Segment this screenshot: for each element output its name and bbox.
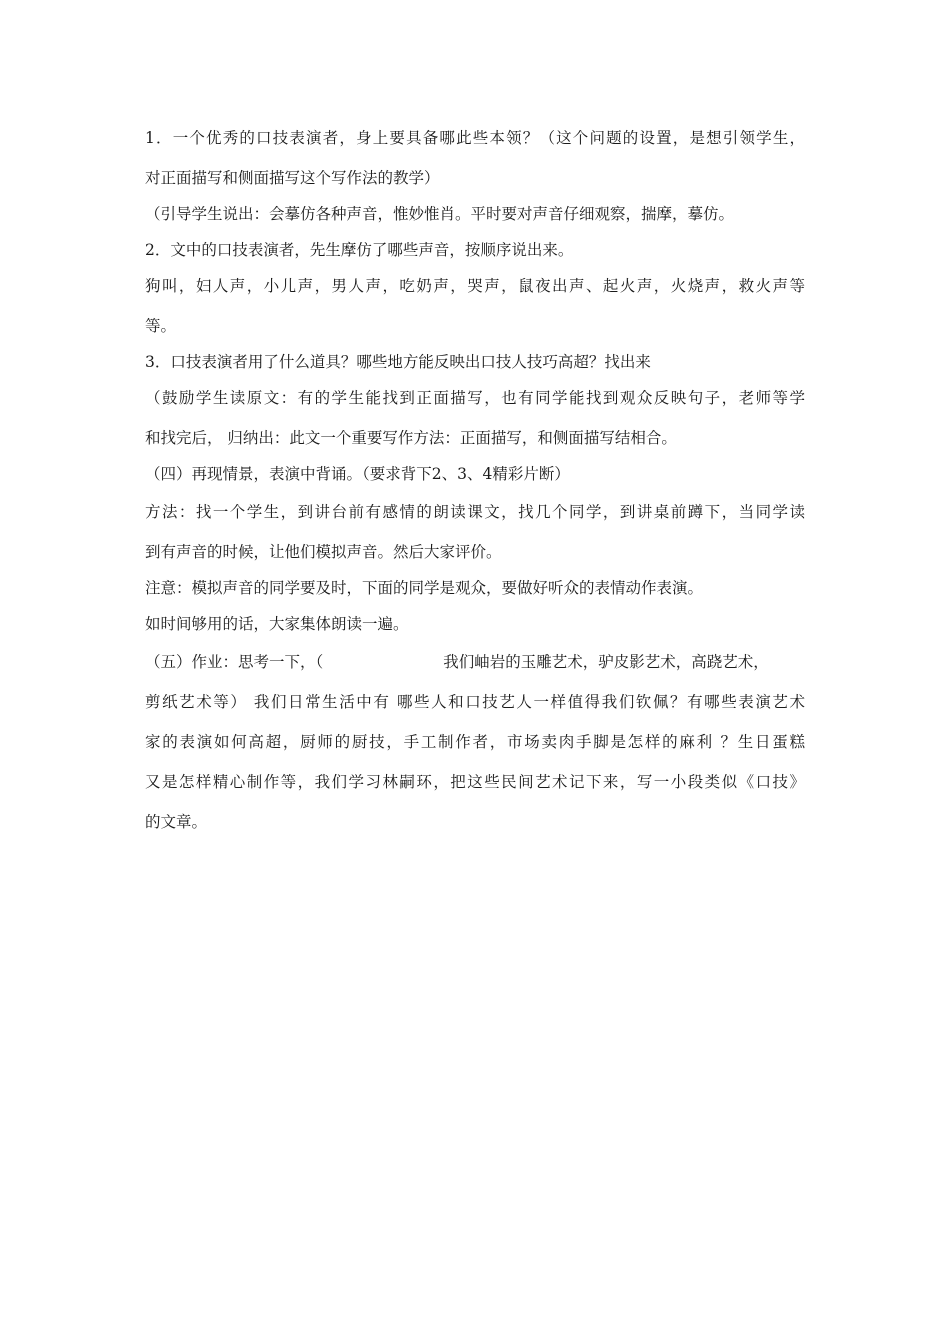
text-line-18: 又是怎样精心制作等，我们学习林嗣环，把这些民间艺术记下来，写一小段类似《口技》 xyxy=(145,773,805,791)
text-line-15 xyxy=(145,652,805,672)
text-line-8: （鼓励学生读原文：有的学生能找到正面描写，也有同学能找到观众反映句子，老师等学 xyxy=(145,389,805,407)
text-line-14: 如时间够用的话，大家集体朗读一遍。 xyxy=(145,615,409,633)
homework-intro: （五）作业：思考一下，（ xyxy=(145,653,324,671)
text-line-12: 到有声音的时候，让他们模拟声音。然后大家评价。 xyxy=(145,543,502,561)
text-line-19: 的文章。 xyxy=(145,813,208,831)
text-line-3: （引导学生说出：会摹仿各种声音，惟妙惟肖。平时要对声音仔细观察，揣摩，摹仿。 xyxy=(145,205,735,223)
text-line-11: 方法：找一个学生，到讲台前有感情的朗读课文，找几个同学，到讲桌前蹲下，当同学读 xyxy=(145,503,805,521)
text-line-17: 家的表演如何高超，厨师的厨技，手工制作者，市场卖肉手脚是怎样的麻利 ？生日蛋糕 xyxy=(145,733,805,751)
text-line-7: 3．口技表演者用了什么道具？哪些地方能反映出口技人技巧高超？找出来 xyxy=(145,353,651,371)
text-line-13: 注意：模拟声音的同学要及时，下面的同学是观众，要做好听众的表情动作表演。 xyxy=(145,579,704,597)
text-line-16: 剪纸艺术等） 我们日常生活中有 哪些人和口技艺人一样值得我们钦佩？有哪些表演艺术 xyxy=(145,693,805,711)
text-line-10: （四）再现情景，表演中背诵。（要求背下2、3、4精彩片断） xyxy=(145,465,570,483)
text-line-1: 1．一个优秀的口技表演者，身上要具备哪此些本领？（这个问题的设置，是想引领学生， xyxy=(145,129,805,147)
text-line-6: 等。 xyxy=(145,317,177,335)
text-line-2: 对正面描写和侧面描写这个写作法的教学） xyxy=(145,169,440,187)
text-line-4: 2．文中的口技表演者，先生摩仿了哪些声音，按顺序说出来。 xyxy=(145,241,574,259)
text-line-9: 和找完后， 归纳出：此文一个重要写作方法：正面描写，和侧面描写结相合。 xyxy=(145,429,677,447)
homework-examples: 我们岫岩的玉雕艺术，驴皮影艺术，高跷艺术， xyxy=(443,653,769,671)
text-line-5: 狗叫，妇人声，小儿声，男人声，吃奶声，哭声，鼠夜出声、起火声，火烧声，救火声等 xyxy=(145,277,805,295)
